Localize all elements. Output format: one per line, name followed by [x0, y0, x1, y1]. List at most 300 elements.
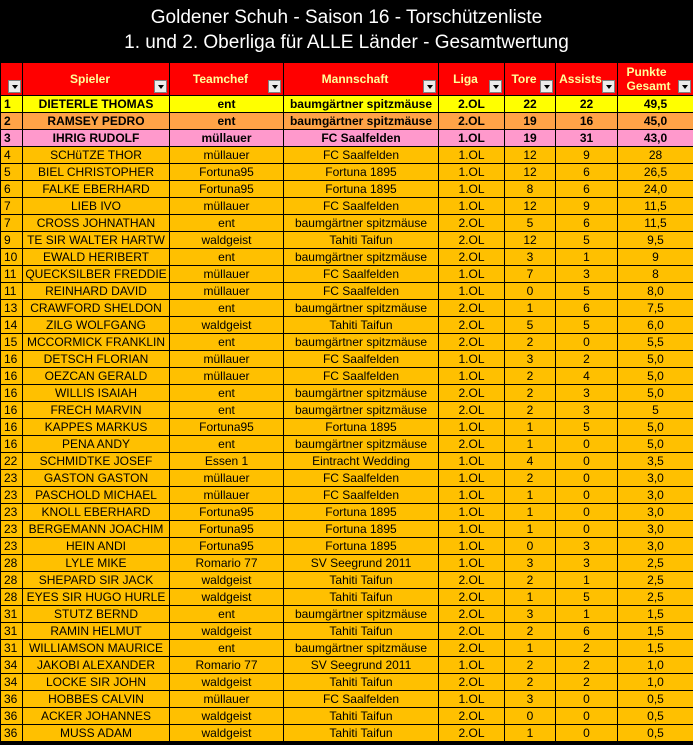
cell-tore[interactable]: 12 — [505, 198, 556, 215]
cell-teamchef[interactable]: ent — [170, 300, 284, 317]
cell-assists[interactable]: 3 — [556, 385, 618, 402]
cell-punkte[interactable]: 8,0 — [618, 283, 693, 300]
cell-mannschaft[interactable]: FC Saalfelden — [284, 283, 439, 300]
cell-teamchef[interactable]: ent — [170, 215, 284, 232]
cell-tore[interactable]: 0 — [505, 708, 556, 725]
cell-spieler[interactable]: ACKER JOHANNES — [23, 708, 170, 725]
cell-liga[interactable]: 1.OL — [439, 351, 505, 368]
cell-rank[interactable]: 11 — [1, 266, 23, 283]
cell-rank[interactable]: 6 — [1, 181, 23, 198]
table-row[interactable] — [1, 283, 693, 300]
header-punkte-gesamt[interactable]: Punkte Gesamt — [618, 63, 693, 96]
cell-punkte[interactable]: 5,0 — [618, 351, 693, 368]
cell-teamchef[interactable]: müllauer — [170, 198, 284, 215]
cell-teamchef[interactable]: ent — [170, 96, 284, 113]
cell-assists[interactable]: 0 — [556, 453, 618, 470]
cell-punkte[interactable]: 0,5 — [618, 691, 693, 708]
cell-punkte[interactable]: 3,5 — [618, 453, 693, 470]
cell-tore[interactable]: 2 — [505, 674, 556, 691]
cell-assists[interactable]: 5 — [556, 283, 618, 300]
table-row[interactable] — [1, 470, 693, 487]
cell-tore[interactable]: 1 — [505, 504, 556, 521]
cell-assists[interactable]: 0 — [556, 521, 618, 538]
cell-punkte[interactable]: 5 — [618, 402, 693, 419]
cell-assists[interactable]: 6 — [556, 623, 618, 640]
cell-spieler[interactable]: BERGEMANN JOACHIM — [23, 521, 170, 538]
table-row[interactable] — [1, 300, 693, 317]
table-row[interactable] — [1, 317, 693, 334]
cell-teamchef[interactable]: Fortuna95 — [170, 164, 284, 181]
cell-punkte[interactable]: 5,0 — [618, 385, 693, 402]
cell-punkte[interactable]: 6,0 — [618, 317, 693, 334]
cell-teamchef[interactable]: müllauer — [170, 470, 284, 487]
cell-spieler[interactable]: MUSS ADAM — [23, 725, 170, 742]
cell-spieler[interactable]: CROSS JOHNATHAN — [23, 215, 170, 232]
cell-spieler[interactable]: DIETERLE THOMAS — [23, 96, 170, 113]
cell-mannschaft[interactable]: baumgärtner spitzmäuse — [284, 402, 439, 419]
cell-spieler[interactable]: TE SIR WALTER HARTW — [23, 232, 170, 249]
cell-punkte[interactable]: 3,0 — [618, 521, 693, 538]
cell-assists[interactable]: 0 — [556, 436, 618, 453]
cell-spieler[interactable]: SCHüTZE THOR — [23, 147, 170, 164]
header-assists[interactable]: Assists — [556, 63, 618, 96]
table-row[interactable] — [1, 725, 693, 742]
header-spieler[interactable]: Spieler — [23, 63, 170, 96]
cell-teamchef[interactable]: waldgeist — [170, 623, 284, 640]
cell-punkte[interactable]: 9,5 — [618, 232, 693, 249]
cell-teamchef[interactable]: Romario 77 — [170, 657, 284, 674]
cell-rank[interactable]: 5 — [1, 164, 23, 181]
cell-spieler[interactable]: KAPPES MARKUS — [23, 419, 170, 436]
cell-tore[interactable]: 2 — [505, 368, 556, 385]
filter-dropdown-icon[interactable] — [423, 80, 436, 93]
cell-mannschaft[interactable]: SV Seegrund 2011 — [284, 657, 439, 674]
cell-punkte[interactable]: 1,5 — [618, 623, 693, 640]
cell-rank[interactable]: 9 — [1, 232, 23, 249]
cell-liga[interactable]: 2.OL — [439, 623, 505, 640]
cell-mannschaft[interactable]: baumgärtner spitzmäuse — [284, 215, 439, 232]
cell-assists[interactable]: 0 — [556, 691, 618, 708]
table-row[interactable] — [1, 640, 693, 657]
cell-teamchef[interactable]: waldgeist — [170, 589, 284, 606]
cell-mannschaft[interactable]: baumgärtner spitzmäuse — [284, 96, 439, 113]
cell-rank[interactable]: 28 — [1, 572, 23, 589]
cell-tore[interactable]: 1 — [505, 589, 556, 606]
cell-rank[interactable]: 28 — [1, 555, 23, 572]
cell-assists[interactable]: 0 — [556, 725, 618, 742]
table-row[interactable] — [1, 198, 693, 215]
cell-punkte[interactable]: 5,0 — [618, 419, 693, 436]
table-row[interactable] — [1, 572, 693, 589]
cell-teamchef[interactable]: müllauer — [170, 130, 284, 147]
cell-rank[interactable]: 22 — [1, 453, 23, 470]
cell-teamchef[interactable]: müllauer — [170, 368, 284, 385]
cell-mannschaft[interactable]: FC Saalfelden — [284, 351, 439, 368]
cell-mannschaft[interactable]: Fortuna 1895 — [284, 181, 439, 198]
cell-punkte[interactable]: 49,5 — [618, 96, 693, 113]
cell-assists[interactable]: 3 — [556, 402, 618, 419]
cell-rank[interactable]: 16 — [1, 436, 23, 453]
cell-punkte[interactable]: 28 — [618, 147, 693, 164]
cell-mannschaft[interactable]: baumgärtner spitzmäuse — [284, 300, 439, 317]
cell-punkte[interactable]: 3,0 — [618, 487, 693, 504]
cell-assists[interactable]: 31 — [556, 130, 618, 147]
cell-rank[interactable]: 16 — [1, 351, 23, 368]
cell-tore[interactable]: 2 — [505, 623, 556, 640]
cell-liga[interactable]: 1.OL — [439, 283, 505, 300]
cell-teamchef[interactable]: müllauer — [170, 487, 284, 504]
cell-rank[interactable]: 16 — [1, 402, 23, 419]
table-row[interactable] — [1, 266, 693, 283]
cell-tore[interactable]: 2 — [505, 402, 556, 419]
cell-liga[interactable]: 2.OL — [439, 606, 505, 623]
cell-mannschaft[interactable]: Fortuna 1895 — [284, 504, 439, 521]
cell-assists[interactable]: 1 — [556, 572, 618, 589]
cell-punkte[interactable]: 9 — [618, 249, 693, 266]
table-row[interactable] — [1, 96, 693, 113]
cell-tore[interactable]: 3 — [505, 555, 556, 572]
cell-mannschaft[interactable]: Tahiti Taifun — [284, 725, 439, 742]
table-row[interactable] — [1, 555, 693, 572]
cell-mannschaft[interactable]: baumgärtner spitzmäuse — [284, 113, 439, 130]
cell-liga[interactable]: 2.OL — [439, 317, 505, 334]
header-teamchef[interactable]: Teamchef — [170, 63, 284, 96]
cell-teamchef[interactable]: müllauer — [170, 147, 284, 164]
cell-liga[interactable]: 2.OL — [439, 215, 505, 232]
cell-mannschaft[interactable]: FC Saalfelden — [284, 691, 439, 708]
cell-liga[interactable]: 2.OL — [439, 385, 505, 402]
table-row[interactable] — [1, 402, 693, 419]
cell-liga[interactable]: 2.OL — [439, 572, 505, 589]
cell-rank[interactable]: 31 — [1, 606, 23, 623]
cell-tore[interactable]: 2 — [505, 657, 556, 674]
cell-punkte[interactable]: 1,0 — [618, 674, 693, 691]
table-row[interactable] — [1, 623, 693, 640]
cell-spieler[interactable]: RAMSEY PEDRO — [23, 113, 170, 130]
cell-mannschaft[interactable]: Fortuna 1895 — [284, 419, 439, 436]
cell-liga[interactable]: 1.OL — [439, 164, 505, 181]
sort-descending-icon[interactable] — [678, 80, 691, 93]
cell-liga[interactable]: 1.OL — [439, 470, 505, 487]
cell-liga[interactable]: 2.OL — [439, 334, 505, 351]
table-row[interactable] — [1, 385, 693, 402]
table-row[interactable] — [1, 334, 693, 351]
cell-tore[interactable]: 5 — [505, 215, 556, 232]
cell-mannschaft[interactable]: Tahiti Taifun — [284, 317, 439, 334]
cell-rank[interactable]: 7 — [1, 215, 23, 232]
cell-assists[interactable]: 9 — [556, 198, 618, 215]
header-tore[interactable]: Tore — [505, 63, 556, 96]
cell-assists[interactable]: 2 — [556, 674, 618, 691]
cell-rank[interactable]: 11 — [1, 283, 23, 300]
table-row[interactable] — [1, 504, 693, 521]
cell-liga[interactable]: 1.OL — [439, 538, 505, 555]
cell-spieler[interactable]: JAKOBI ALEXANDER — [23, 657, 170, 674]
cell-punkte[interactable]: 3,0 — [618, 504, 693, 521]
cell-punkte[interactable]: 3,0 — [618, 470, 693, 487]
table-row[interactable] — [1, 436, 693, 453]
cell-rank[interactable]: 1 — [1, 96, 23, 113]
cell-teamchef[interactable]: müllauer — [170, 266, 284, 283]
cell-assists[interactable]: 5 — [556, 232, 618, 249]
cell-tore[interactable]: 1 — [505, 419, 556, 436]
cell-teamchef[interactable]: ent — [170, 113, 284, 130]
cell-rank[interactable]: 13 — [1, 300, 23, 317]
cell-mannschaft[interactable]: Fortuna 1895 — [284, 164, 439, 181]
cell-teamchef[interactable]: ent — [170, 249, 284, 266]
cell-assists[interactable]: 2 — [556, 351, 618, 368]
cell-liga[interactable]: 1.OL — [439, 419, 505, 436]
cell-liga[interactable]: 2.OL — [439, 674, 505, 691]
cell-rank[interactable]: 36 — [1, 691, 23, 708]
cell-assists[interactable]: 6 — [556, 215, 618, 232]
cell-spieler[interactable]: WILLIAMSON MAURICE — [23, 640, 170, 657]
cell-punkte[interactable]: 11,5 — [618, 215, 693, 232]
cell-tore[interactable]: 1 — [505, 487, 556, 504]
cell-tore[interactable]: 1 — [505, 300, 556, 317]
table-row[interactable] — [1, 164, 693, 181]
cell-liga[interactable]: 2.OL — [439, 640, 505, 657]
cell-mannschaft[interactable]: baumgärtner spitzmäuse — [284, 334, 439, 351]
cell-teamchef[interactable]: waldgeist — [170, 674, 284, 691]
cell-rank[interactable]: 34 — [1, 674, 23, 691]
cell-mannschaft[interactable]: Tahiti Taifun — [284, 589, 439, 606]
cell-mannschaft[interactable]: Tahiti Taifun — [284, 708, 439, 725]
cell-rank[interactable]: 16 — [1, 419, 23, 436]
cell-spieler[interactable]: QUECKSILBER FREDDIE — [23, 266, 170, 283]
header-mannschaft[interactable]: Mannschaft — [284, 63, 439, 96]
table-row[interactable] — [1, 538, 693, 555]
cell-spieler[interactable]: LIEB IVO — [23, 198, 170, 215]
cell-tore[interactable]: 2 — [505, 334, 556, 351]
cell-mannschaft[interactable]: FC Saalfelden — [284, 470, 439, 487]
table-row[interactable] — [1, 351, 693, 368]
table-row[interactable] — [1, 113, 693, 130]
cell-punkte[interactable]: 26,5 — [618, 164, 693, 181]
cell-punkte[interactable]: 5,0 — [618, 368, 693, 385]
cell-rank[interactable]: 3 — [1, 130, 23, 147]
cell-spieler[interactable]: EWALD HERIBERT — [23, 249, 170, 266]
cell-teamchef[interactable]: ent — [170, 640, 284, 657]
cell-assists[interactable]: 16 — [556, 113, 618, 130]
cell-mannschaft[interactable]: Tahiti Taifun — [284, 623, 439, 640]
cell-teamchef[interactable]: ent — [170, 334, 284, 351]
cell-liga[interactable]: 1.OL — [439, 555, 505, 572]
cell-punkte[interactable]: 24,0 — [618, 181, 693, 198]
cell-rank[interactable]: 23 — [1, 521, 23, 538]
cell-punkte[interactable]: 2,5 — [618, 589, 693, 606]
cell-teamchef[interactable]: Fortuna95 — [170, 181, 284, 198]
table-row[interactable] — [1, 674, 693, 691]
cell-tore[interactable]: 3 — [505, 249, 556, 266]
cell-tore[interactable]: 8 — [505, 181, 556, 198]
cell-assists[interactable]: 2 — [556, 640, 618, 657]
cell-tore[interactable]: 19 — [505, 113, 556, 130]
cell-rank[interactable]: 36 — [1, 725, 23, 742]
cell-assists[interactable]: 0 — [556, 504, 618, 521]
cell-mannschaft[interactable]: baumgärtner spitzmäuse — [284, 640, 439, 657]
table-row[interactable] — [1, 181, 693, 198]
cell-mannschaft[interactable]: FC Saalfelden — [284, 266, 439, 283]
table-row[interactable] — [1, 691, 693, 708]
table-row[interactable] — [1, 232, 693, 249]
cell-spieler[interactable]: CRAWFORD SHELDON — [23, 300, 170, 317]
table-row[interactable] — [1, 606, 693, 623]
cell-teamchef[interactable]: ent — [170, 436, 284, 453]
cell-rank[interactable]: 23 — [1, 470, 23, 487]
cell-spieler[interactable]: GASTON GASTON — [23, 470, 170, 487]
table-row[interactable] — [1, 487, 693, 504]
cell-assists[interactable]: 1 — [556, 249, 618, 266]
cell-teamchef[interactable]: waldgeist — [170, 708, 284, 725]
cell-rank[interactable]: 31 — [1, 623, 23, 640]
cell-spieler[interactable]: BIEL CHRISTOPHER — [23, 164, 170, 181]
cell-liga[interactable]: 2.OL — [439, 300, 505, 317]
cell-teamchef[interactable]: müllauer — [170, 691, 284, 708]
cell-assists[interactable]: 22 — [556, 96, 618, 113]
cell-rank[interactable]: 28 — [1, 589, 23, 606]
cell-liga[interactable]: 2.OL — [439, 232, 505, 249]
cell-punkte[interactable]: 2,5 — [618, 555, 693, 572]
cell-spieler[interactable]: LYLE MIKE — [23, 555, 170, 572]
cell-liga[interactable]: 1.OL — [439, 487, 505, 504]
filter-dropdown-icon[interactable] — [8, 80, 21, 93]
cell-assists[interactable]: 6 — [556, 164, 618, 181]
cell-assists[interactable]: 0 — [556, 334, 618, 351]
cell-rank[interactable]: 36 — [1, 708, 23, 725]
cell-liga[interactable]: 1.OL — [439, 181, 505, 198]
cell-spieler[interactable]: PENA ANDY — [23, 436, 170, 453]
cell-mannschaft[interactable]: Tahiti Taifun — [284, 674, 439, 691]
cell-tore[interactable]: 3 — [505, 351, 556, 368]
cell-rank[interactable]: 34 — [1, 657, 23, 674]
cell-tore[interactable]: 4 — [505, 453, 556, 470]
cell-punkte[interactable]: 7,5 — [618, 300, 693, 317]
cell-tore[interactable]: 2 — [505, 470, 556, 487]
cell-punkte[interactable]: 0,5 — [618, 708, 693, 725]
cell-assists[interactable]: 6 — [556, 300, 618, 317]
cell-spieler[interactable]: RAMIN HELMUT — [23, 623, 170, 640]
cell-punkte[interactable]: 11,5 — [618, 198, 693, 215]
cell-assists[interactable]: 5 — [556, 317, 618, 334]
cell-mannschaft[interactable]: FC Saalfelden — [284, 198, 439, 215]
cell-teamchef[interactable]: waldgeist — [170, 572, 284, 589]
cell-mannschaft[interactable]: FC Saalfelden — [284, 487, 439, 504]
table-row[interactable] — [1, 657, 693, 674]
table-row[interactable] — [1, 521, 693, 538]
cell-teamchef[interactable]: Essen 1 — [170, 453, 284, 470]
cell-teamchef[interactable]: waldgeist — [170, 232, 284, 249]
cell-spieler[interactable]: REINHARD DAVID — [23, 283, 170, 300]
cell-spieler[interactable]: SHEPARD SIR JACK — [23, 572, 170, 589]
cell-mannschaft[interactable]: Tahiti Taifun — [284, 232, 439, 249]
cell-punkte[interactable]: 5,5 — [618, 334, 693, 351]
cell-tore[interactable]: 22 — [505, 96, 556, 113]
cell-tore[interactable]: 1 — [505, 640, 556, 657]
cell-spieler[interactable]: WILLIS ISAIAH — [23, 385, 170, 402]
cell-liga[interactable]: 2.OL — [439, 708, 505, 725]
table-row[interactable] — [1, 419, 693, 436]
cell-liga[interactable]: 1.OL — [439, 130, 505, 147]
cell-liga[interactable]: 1.OL — [439, 504, 505, 521]
cell-rank[interactable]: 23 — [1, 538, 23, 555]
cell-teamchef[interactable]: Fortuna95 — [170, 504, 284, 521]
cell-mannschaft[interactable]: FC Saalfelden — [284, 147, 439, 164]
cell-punkte[interactable]: 5,0 — [618, 436, 693, 453]
cell-liga[interactable]: 1.OL — [439, 147, 505, 164]
cell-tore[interactable]: 3 — [505, 691, 556, 708]
cell-spieler[interactable]: HEIN ANDI — [23, 538, 170, 555]
cell-punkte[interactable]: 1,5 — [618, 640, 693, 657]
cell-spieler[interactable]: HOBBES CALVIN — [23, 691, 170, 708]
cell-rank[interactable]: 2 — [1, 113, 23, 130]
cell-tore[interactable]: 5 — [505, 317, 556, 334]
header-rank[interactable] — [1, 63, 23, 96]
cell-tore[interactable]: 12 — [505, 232, 556, 249]
header-liga[interactable]: Liga — [439, 63, 505, 96]
cell-tore[interactable]: 0 — [505, 538, 556, 555]
cell-spieler[interactable]: KNOLL EBERHARD — [23, 504, 170, 521]
cell-tore[interactable]: 0 — [505, 283, 556, 300]
cell-liga[interactable]: 2.OL — [439, 725, 505, 742]
cell-spieler[interactable]: ZILG WOLFGANG — [23, 317, 170, 334]
filter-dropdown-icon[interactable] — [489, 80, 502, 93]
cell-rank[interactable]: 15 — [1, 334, 23, 351]
cell-tore[interactable]: 1 — [505, 725, 556, 742]
cell-spieler[interactable]: MCCORMICK FRANKLIN — [23, 334, 170, 351]
cell-assists[interactable]: 5 — [556, 589, 618, 606]
cell-mannschaft[interactable]: baumgärtner spitzmäuse — [284, 606, 439, 623]
cell-liga[interactable]: 1.OL — [439, 657, 505, 674]
cell-tore[interactable]: 2 — [505, 572, 556, 589]
cell-mannschaft[interactable]: Fortuna 1895 — [284, 538, 439, 555]
cell-rank[interactable]: 16 — [1, 368, 23, 385]
cell-liga[interactable]: 1.OL — [439, 266, 505, 283]
cell-liga[interactable]: 2.OL — [439, 402, 505, 419]
cell-assists[interactable]: 9 — [556, 147, 618, 164]
table-row[interactable] — [1, 215, 693, 232]
cell-liga[interactable]: 1.OL — [439, 453, 505, 470]
cell-punkte[interactable]: 43,0 — [618, 130, 693, 147]
cell-tore[interactable]: 12 — [505, 164, 556, 181]
cell-mannschaft[interactable]: FC Saalfelden — [284, 368, 439, 385]
table-row[interactable] — [1, 147, 693, 164]
cell-tore[interactable]: 12 — [505, 147, 556, 164]
cell-rank[interactable]: 23 — [1, 487, 23, 504]
filter-dropdown-icon[interactable] — [540, 80, 553, 93]
cell-mannschaft[interactable]: Tahiti Taifun — [284, 572, 439, 589]
cell-tore[interactable]: 3 — [505, 606, 556, 623]
cell-spieler[interactable]: IHRIG RUDOLF — [23, 130, 170, 147]
cell-liga[interactable]: 2.OL — [439, 96, 505, 113]
cell-liga[interactable]: 2.OL — [439, 113, 505, 130]
cell-liga[interactable]: 1.OL — [439, 521, 505, 538]
cell-teamchef[interactable]: müllauer — [170, 283, 284, 300]
cell-rank[interactable]: 31 — [1, 640, 23, 657]
cell-teamchef[interactable]: müllauer — [170, 351, 284, 368]
cell-liga[interactable]: 2.OL — [439, 249, 505, 266]
cell-assists[interactable]: 5 — [556, 419, 618, 436]
table-row[interactable] — [1, 708, 693, 725]
cell-spieler[interactable]: LOCKE SIR JOHN — [23, 674, 170, 691]
cell-assists[interactable]: 6 — [556, 181, 618, 198]
cell-mannschaft[interactable]: SV Seegrund 2011 — [284, 555, 439, 572]
cell-punkte[interactable]: 2,5 — [618, 572, 693, 589]
cell-liga[interactable]: 2.OL — [439, 436, 505, 453]
cell-mannschaft[interactable]: Fortuna 1895 — [284, 521, 439, 538]
cell-mannschaft[interactable]: baumgärtner spitzmäuse — [284, 385, 439, 402]
cell-teamchef[interactable]: Fortuna95 — [170, 419, 284, 436]
